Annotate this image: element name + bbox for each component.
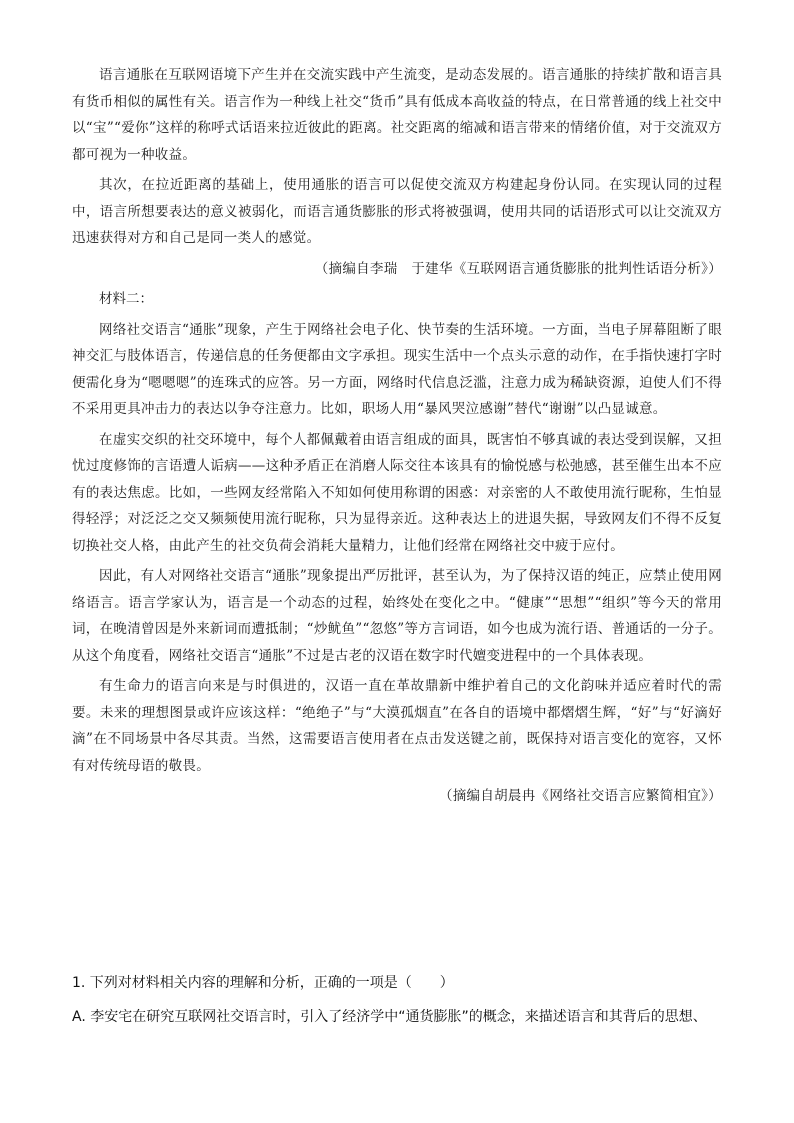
material1-paragraph-1: 语言通胀在互联网语境下产生并在交流实践中产生流变，是动态发展的。语言通胀的持续扩散和语言具有货币相似的属性有关。语言作为一种线上社交“货币”具有低成本高收益的特点，在日常普通的线上社交中以“宝”“爱你”这样的称呼式话语来拉近彼此的距离。社交距离的缩减和语言带来的情绪价值，对于交流双方都可视为一种收益。 [72, 67, 722, 163]
material1-paragraph-2: 其次，在拉近距离的基础上，使用通胀的语言可以促使交流双方构建起身份认同。在实现认同的过程中，语言所想要表达的意义被弱化，而语言通货膨胀的形式将被强调，使用共同的话语形式可以让交流双方迅速获得对方和自己是同一类人的感觉。 [72, 177, 722, 246]
material1-source: （摘编自李瑞 于建华《互联网语言通货膨胀的批判性话语分析》） [314, 260, 722, 277]
option-a: A. 李安宅在研究互联网社交语言时，引入了经济学中“通货膨胀”的概念，来描述语言和其背后的思想、 [72, 1009, 707, 1025]
material2-label: 材料二： [99, 291, 153, 307]
material2-paragraph-1: 网络社交语言“通胀”现象，产生于网络社会电子化、快节奏的生活环境。一方面，当电子屏幕阻断了眼神交汇与肢体语言，传递信息的任务便都由文字承担。现实生活中一个点头示意的动作，在手指快速打字时便需化身为“嗯嗯嗯”的连珠式的应答。另一方面，网络时代信息泛滥，注意力成为稀缺资源，迫使人们不得不采用更具冲击力的表达以争夺注意力。比如，职场人用“暴风哭泣感谢”替代“谢谢”以凸显诚意。 [72, 321, 722, 417]
reading-passage [72, 62, 722, 810]
question-stem: 1. 下列对材料相关内容的理解和分析，正确的一项是（ ） [72, 975, 454, 991]
material2-paragraph-2: 在虚实交织的社交环境中，每个人都佩戴着由语言组成的面具，既害怕不够真诚的表达受到误解，又担忧过度修饰的言语遭人诟病——这种矛盾正在消磨人际交往本该具有的愉悦感与松弛感，甚至催生出本不应有的表达焦虑。比如，一些网友经常陷入不知如何使用称谓的困惑：对亲密的人不敢使用流行昵称，生怕显得轻浮；对泛泛之交又频频使用流行昵称，只为显得亲近。这种表达上的进退失据，导致网友们不得不反复切换社交人格，由此产生的社交负荷会消耗大量精力，让他们经常在网络社交中疲于应付。 [72, 431, 722, 554]
material2-source: （摘编自胡晨冉《网络社交语言应繁简相宜》） [438, 788, 722, 804]
question-1 [72, 970, 732, 1030]
material2-paragraph-4: 有生命力的语言向来是与时俱进的，汉语一直在革故鼎新中维护着自己的文化韵味并适应着时代的需要。未来的理想图景或许应该这样：“绝绝子”与“大漠孤烟直”在各自的语境中都熠熠生辉，“好”与“好滴好滴”在不同场景中各尽其责。当然，这需要语言使用者在点击发送键之前，既保持对语言变化的宽容，又怀有对传统母语的敬畏。 [72, 678, 722, 774]
material2-paragraph-3: 因此，有人对网络社交语言“通胀”现象提出严厉批评，甚至认为，为了保持汉语的纯正，应禁止使用网络语言。语言学家认为，语言是一个动态的过程，始终处在变化之中。“健康”“思想”“组织”等今天的常用词，在晚清曾因是外来新词而遭抵制；“炒鱿鱼”“忽悠”等方言词语，如今也成为流行语、普通话的一分子。从这个角度看，网络社交语言“通胀”不过是古老的汉语在数字时代嬗变进程中的一个具体表现。 [72, 568, 722, 664]
